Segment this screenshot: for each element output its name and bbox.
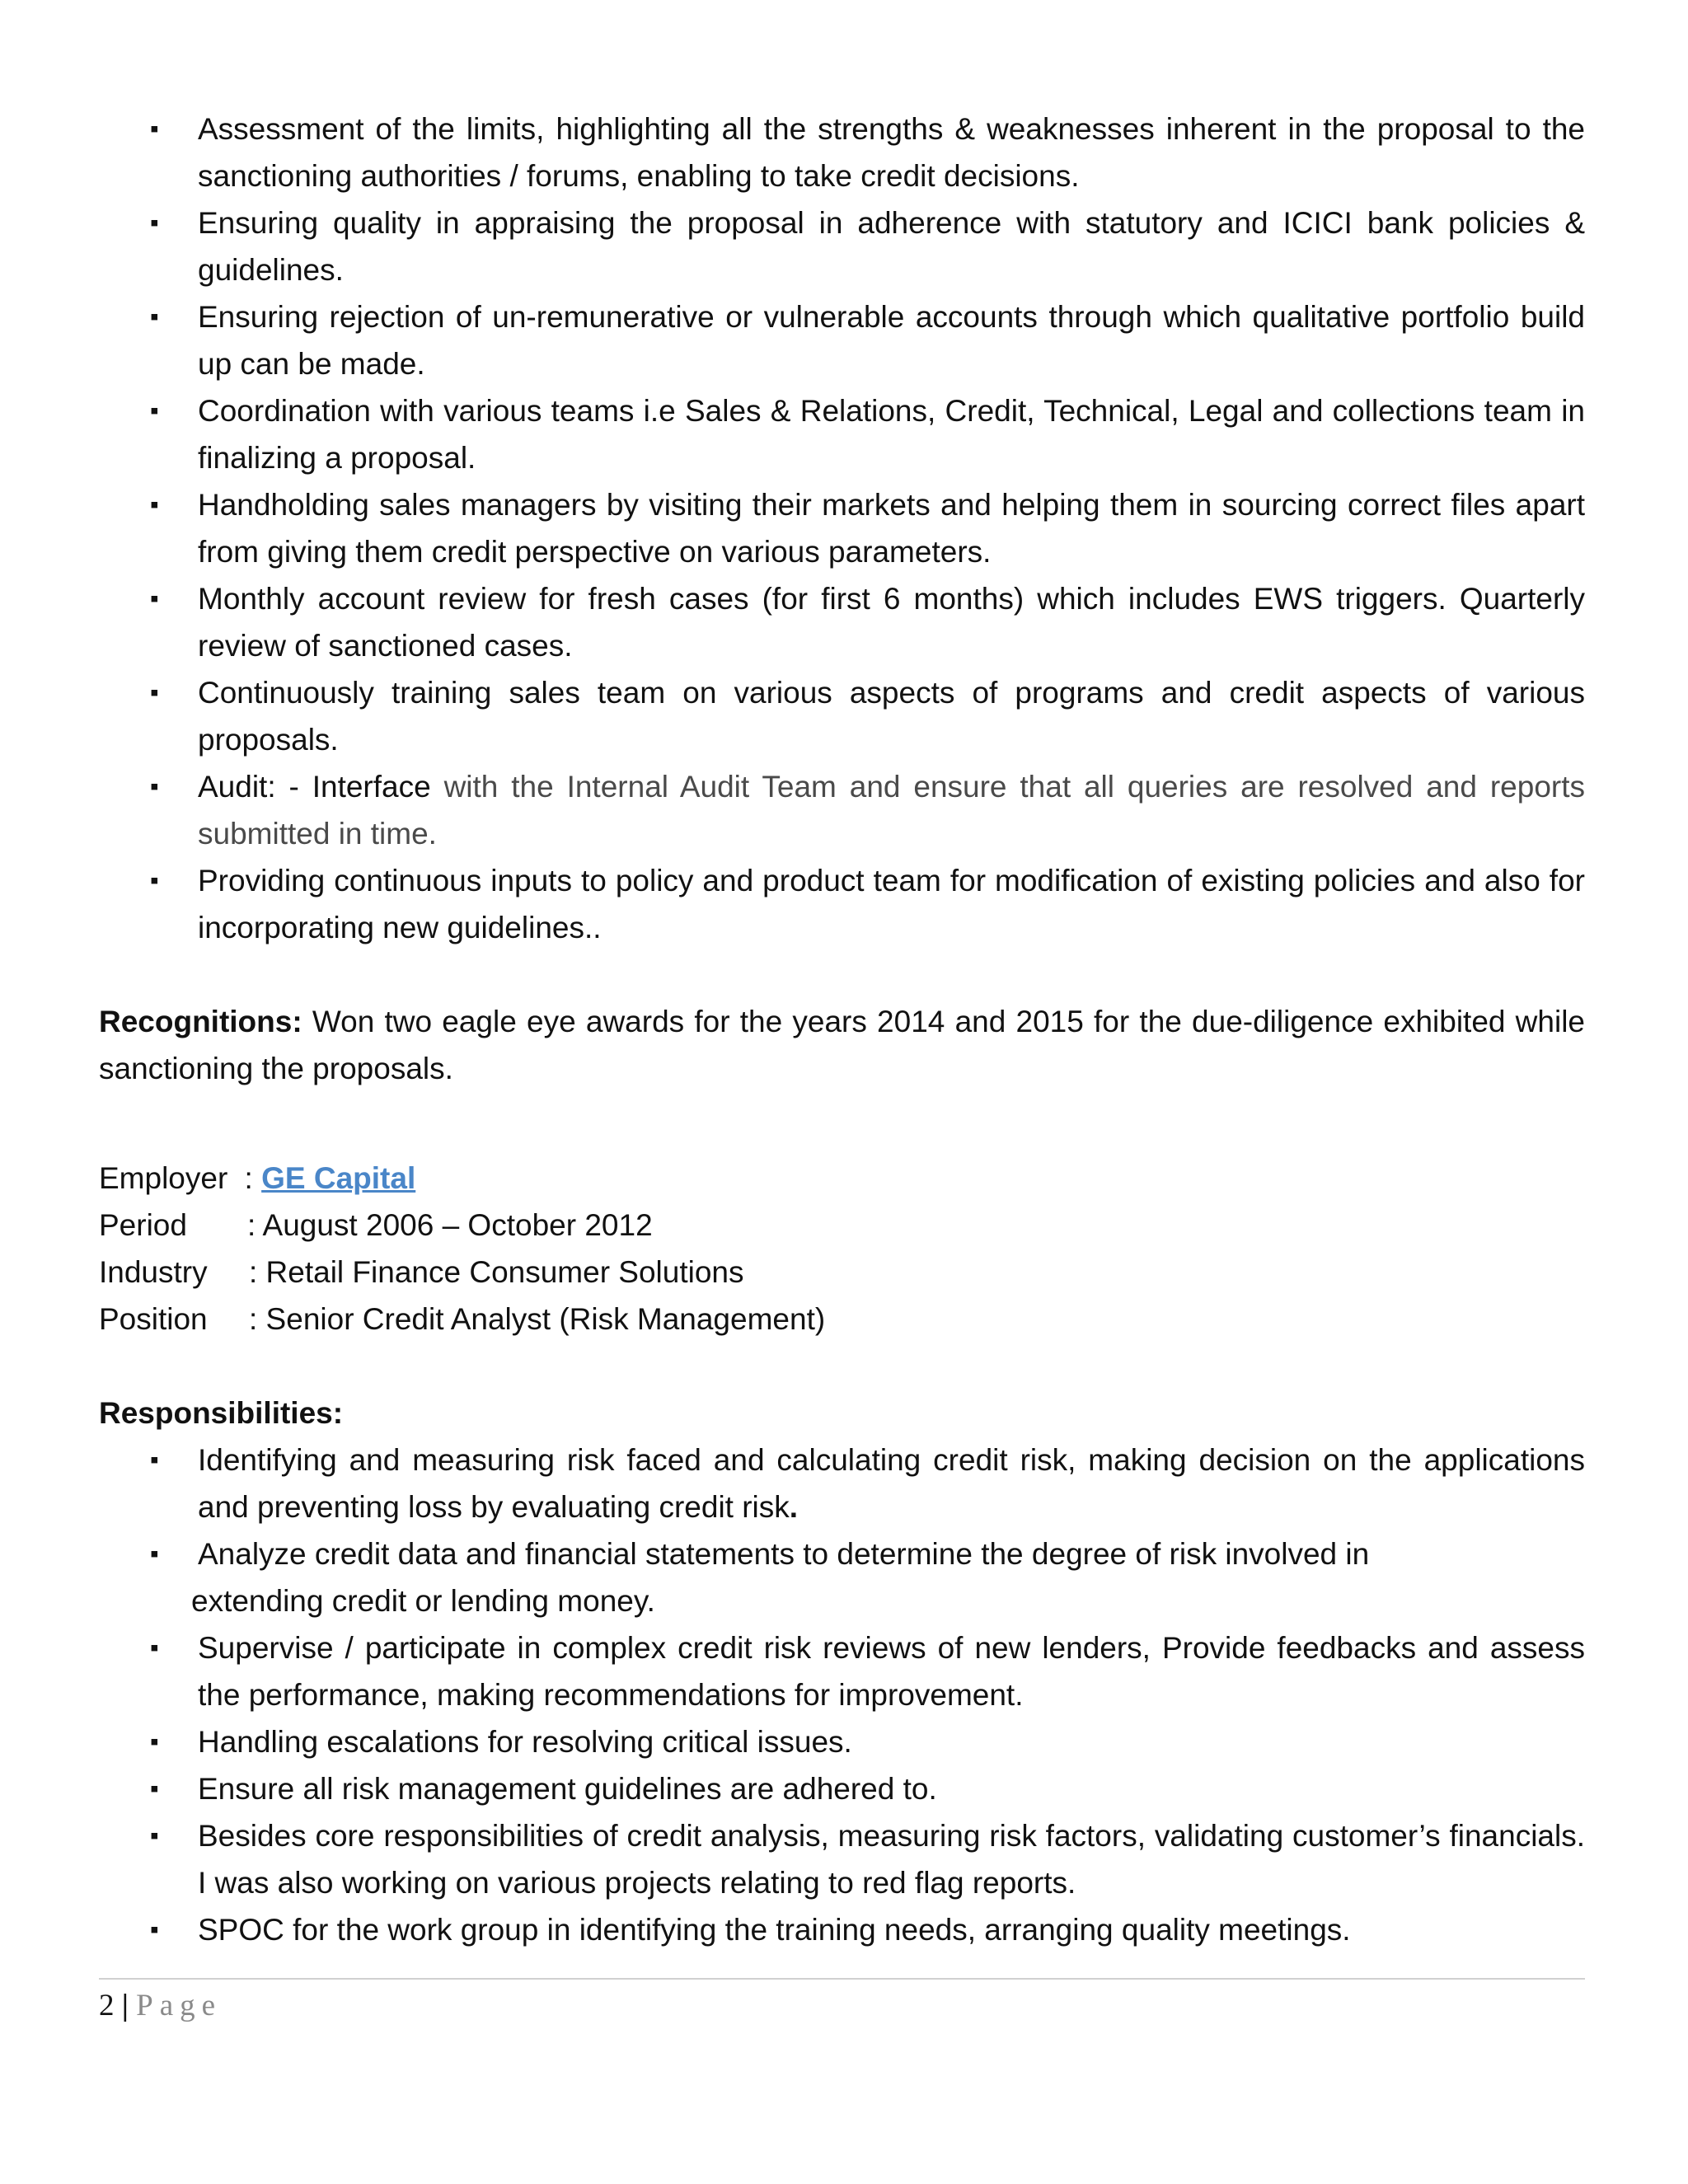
period-value: : August 2006 – October 2012: [247, 1208, 653, 1242]
period-row: [99, 1202, 1585, 1249]
employer-link[interactable]: GE Capital: [261, 1161, 416, 1195]
list-item: [99, 199, 1585, 293]
list-item-text: Handholding sales managers by visiting their markets and helping them in sourcing correct files apart from giving them credit perspective on various parameters.: [198, 488, 1585, 569]
bullet-icon: ▪: [150, 1728, 159, 1755]
bullet-icon: ▪: [150, 679, 159, 706]
list-item-text: Ensure all risk management guidelines are adhered to.: [198, 1772, 937, 1806]
list-item-text: Assessment of the limits, highlighting all the strengths & weaknesses inherent in the proposal to the sanctioning authorities / forums, enabling to take credit decisions.: [198, 112, 1585, 193]
list-item-audit: [99, 763, 1585, 857]
list-item: [99, 1718, 1585, 1765]
employer-label: Employer: [99, 1161, 228, 1195]
responsibilities-heading: Responsibilities:: [99, 1396, 344, 1430]
list-item: [99, 669, 1585, 763]
audit-lead-text: Audit: - Interface: [198, 770, 431, 804]
list-item: [99, 1812, 1585, 1906]
list-item-text-line2: extending credit or lending money.: [191, 1584, 655, 1618]
footer-divider: [99, 1978, 1585, 1980]
list-item-period: .: [789, 1490, 799, 1524]
bullet-icon: ▪: [150, 491, 159, 518]
industry-label: Industry: [99, 1255, 208, 1289]
industry-row: [99, 1249, 1585, 1296]
list-item: [99, 387, 1585, 481]
list-item-text: Supervise / participate in complex credit risk reviews of new lenders, Provide feedbacks and assess the performance, making recommendations for improvement.: [198, 1631, 1585, 1712]
employment-details: [99, 1155, 1585, 1343]
list-item-text-line1: Analyze credit data and financial statements to determine the degree of risk involved in: [198, 1537, 1370, 1571]
employer-separator: :: [236, 1161, 262, 1195]
bullet-icon: ▪: [150, 209, 159, 237]
list-item-text: Besides core responsibilities of credit analysis, measuring risk factors, validating customer’s financials. I was also working on various projects relating to red flag reports.: [198, 1819, 1585, 1900]
list-item: [99, 1530, 1585, 1624]
list-item: [99, 857, 1585, 951]
list-item: [99, 105, 1585, 199]
bullet-icon: ▪: [150, 1916, 159, 1943]
list-item: [99, 1906, 1585, 1953]
bullet-icon: ▪: [150, 397, 159, 424]
bullet-icon: ▪: [150, 1446, 159, 1474]
list-item: [99, 293, 1585, 387]
list-item-text: Continuously training sales team on various aspects of programs and credit aspects of various proposals.: [198, 676, 1585, 757]
bullet-icon: ▪: [150, 867, 159, 894]
page-footer: [99, 1988, 222, 2024]
list-item-text: Ensuring rejection of un-remunerative or vulnerable accounts through which qualitative portfolio build up can be made.: [198, 300, 1585, 381]
position-label: Position: [99, 1302, 208, 1336]
responsibilities-list: [99, 1436, 1585, 1953]
bullet-icon: ▪: [150, 1634, 159, 1661]
bullet-icon: ▪: [150, 585, 159, 612]
bullet-icon: ▪: [150, 773, 159, 800]
duties-list: [99, 105, 1585, 951]
period-label: Period: [99, 1208, 187, 1242]
bullet-icon: ▪: [150, 1775, 159, 1802]
recognitions-label: Recognitions:: [99, 1005, 302, 1038]
list-item-text: Handling escalations for resolving critical issues.: [198, 1725, 852, 1759]
document-page: [99, 105, 1585, 1953]
bullet-icon: ▪: [150, 1540, 159, 1568]
bullet-icon: ▪: [150, 1822, 159, 1849]
page-label: Page: [136, 1989, 223, 2022]
list-item-text: Providing continuous inputs to policy and product team for modification of existing policies and also for incorporating new guidelines..: [198, 864, 1585, 944]
list-item-text: Monthly account review for fresh cases (for first 6 months) which includes EWS triggers. Quarterly review of sanctioned cases.: [198, 582, 1585, 663]
employer-row: [99, 1155, 1585, 1202]
list-item-text: Coordination with various teams i.e Sales & Relations, Credit, Technical, Legal and collections team in finalizing a proposal.: [198, 394, 1585, 475]
list-item-text: SPOC for the work group in identifying the training needs, arranging quality meetings.: [198, 1913, 1351, 1947]
list-item: [99, 1624, 1585, 1718]
footer-separator: |: [121, 1989, 129, 2022]
industry-value: : Retail Finance Consumer Solutions: [249, 1255, 744, 1289]
list-item: [99, 481, 1585, 575]
page-number: 2: [99, 1989, 115, 2022]
list-item: [99, 1765, 1585, 1812]
bullet-icon: ▪: [150, 303, 159, 330]
list-item: [99, 1436, 1585, 1530]
position-row: [99, 1296, 1585, 1343]
list-item: [99, 575, 1585, 669]
audit-rest-text: with the Internal Audit Team and ensure that all queries are resolved and reports submitted in time.: [198, 770, 1585, 851]
position-value: : Senior Credit Analyst (Risk Management): [249, 1302, 826, 1336]
list-item-text: Ensuring quality in appraising the proposal in adherence with statutory and ICICI bank policies & guidelines.: [198, 206, 1585, 287]
recognitions-text: Won two eagle eye awards for the years 2014 and 2015 for the due-diligence exhibited while sanctioning the proposals.: [99, 1005, 1585, 1085]
bullet-icon: ▪: [150, 115, 159, 143]
recognitions-paragraph: [99, 998, 1585, 1092]
list-item-text: Identifying and measuring risk faced and calculating credit risk, making decision on the applications and preventing loss by evaluating credit risk: [198, 1443, 1585, 1524]
